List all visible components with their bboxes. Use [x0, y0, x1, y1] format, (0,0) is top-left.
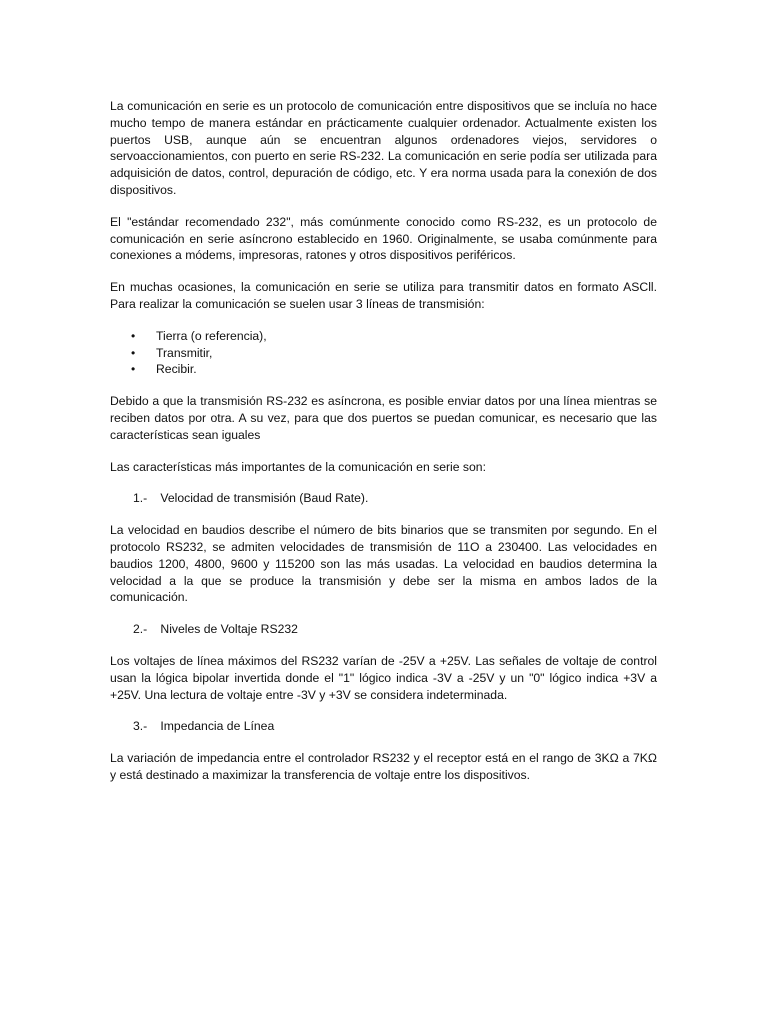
list-item-text: Transmitir, [156, 345, 213, 360]
list-item [110, 345, 657, 362]
section-number: 1.- [133, 491, 148, 506]
document-page [110, 98, 657, 799]
list-item-text: Recibir. [156, 362, 197, 377]
list-item-text: Tierra (o referencia), [156, 328, 267, 343]
paragraph-asynchronous: Debido a que la transmisión RS-232 es asíncrona, es posible enviar datos por una línea mientras se reciben datos por otra. A su vez, para que dos puertos se puedan comunicar, es necesario que las características sean iguales [110, 394, 657, 442]
paragraph-rs232-definition: El "estándar recomendado 232", más comúnmente conocido como RS-232, es un protocolo de comunicación en serie asíncrono establecido en 1960. Originalmente, se usaba comúnmente para conexiones a módems, impresoras, ratones y otros dispositivos periféricos. [110, 214, 657, 263]
paragraph-ascii-lines: En muchas ocasiones, la comunicación en serie se utiliza para transmitir datos en formato ASCll. Para realizar la comunicación se suelen usar 3 líneas de transmisión: [110, 280, 657, 311]
list-item [110, 361, 657, 378]
section-title: Niveles de Voltaje RS232 [160, 622, 298, 637]
paragraph-voltage-levels: Los voltajes de línea máximos del RS232 varían de -25V a +25V. Las señales de voltaje de control usan la lógica bipolar invertida donde el "1" lógico indica -3V a -25V y un "0" lógico indica +3V a +25V. Una lectura de voltaje entre -3V y +3V se considera indeterminada. [110, 653, 657, 702]
section-title: Velocidad de transmisión (Baud Rate). [160, 491, 369, 506]
bullet-marker: • [131, 328, 136, 343]
section-heading-line-impedance [110, 718, 657, 735]
section-number: 2.- [133, 622, 148, 637]
section-number: 3.- [133, 719, 148, 734]
paragraph-intro: La comunicación en serie es un protocolo de comunicación entre dispositivos que se incluía no hace mucho tempo de manera estándar en prácticamente cualquier ordenador. Actualmente existen los puertos USB, aunque aún se encuentran algunos ordenadores viejos, servidores o servoaccionamientos, con puerto en serie RS-232. La comunicación en serie podía ser utilizada para adquisición de datos, control, depuración de código, etc. Y era norma usada para la conexión de dos dispositivos. [110, 99, 657, 197]
paragraph-baud-rate: La velocidad en baudios describe el número de bits binarios que se transmiten por segundo. En el protocolo RS232, se admiten velocidades de transmisión de 11O a 230400. Las velocidades en baudios 1200, 4800, 9600 y 115200 son las más usadas. La velocidad en baudios determina la velocidad a la que se produce la transmisión y debe ser la misma en ambos lados de la comunicación. [110, 523, 657, 605]
section-title: Impedancia de Línea [160, 719, 275, 734]
paragraph-characteristics-intro: Las características más importantes de la comunicación en serie son: [110, 459, 486, 474]
paragraph-line-impedance: La variación de impedancia entre el controlador RS232 y el receptor está en el rango de 3KΩ a 7KΩ y está destinado a maximizar la transferencia de voltaje entre los dispositivos. [110, 751, 657, 782]
section-heading-baud-rate [110, 490, 657, 507]
list-item [110, 328, 657, 345]
bullet-marker: • [131, 362, 136, 377]
transmission-lines-list [110, 328, 657, 378]
section-heading-voltage-levels [110, 621, 657, 638]
bullet-marker: • [131, 345, 136, 360]
